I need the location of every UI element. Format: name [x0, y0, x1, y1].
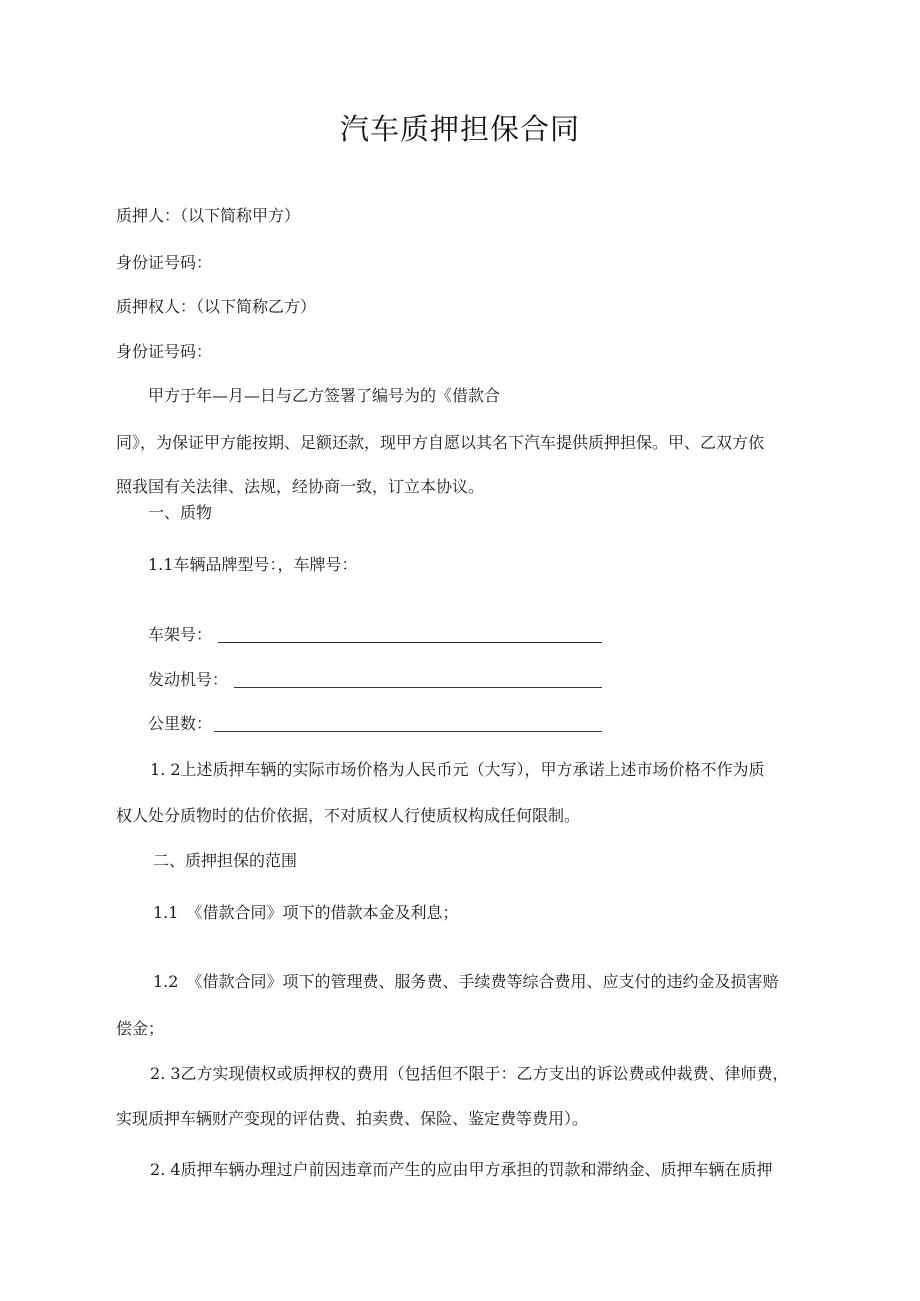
- item-2-3-line-1: 2. 3乙方实现债权或质押权的费用（包括但不限于：乙方支出的诉讼费或仲裁费、律师费，: [150, 1064, 789, 1083]
- section-2-heading: 二、质押担保的范围: [153, 851, 298, 870]
- frame-number-underline: [218, 642, 602, 643]
- item-1-2-line-2: 权人处分质物时的估价依据，不对质权人行使质权构成任何限制。: [116, 806, 581, 825]
- pledgor-line: 质押人：（以下简称甲方）: [116, 206, 301, 225]
- frame-number-field: [148, 625, 602, 645]
- frame-number-label: 车架号：: [148, 625, 213, 644]
- pledgor-id-line: 身份证号码：: [116, 253, 213, 272]
- pledgee-line: 质押权人：（以下简称乙方）: [116, 297, 317, 316]
- intro-line-2: 同》，为保证甲方能按期、足额还款，现甲方自愿以其名下汽车提供质押担保。甲、乙双方依: [116, 433, 765, 452]
- intro-line-1: 甲方于年—月—日与乙方签署了编号为的《借款合: [148, 386, 501, 405]
- item-2-3-line-2: 实现质押车辆财产变现的评估费、拍卖费、保险、鉴定费等费用）。: [116, 1109, 589, 1128]
- intro-line-3: 照我国有关法律、法规，经协商一致，订立本协议。: [116, 477, 485, 496]
- item-2-1-2-line-1: 1.2 《借款合同》项下的管理费、服务费、手续费等综合费用、应支付的违约金及损害赔: [153, 972, 779, 991]
- pledgee-id-line: 身份证号码：: [116, 342, 213, 361]
- mileage-underline: [214, 731, 602, 732]
- engine-number-underline: [234, 687, 602, 688]
- mileage-label: 公里数：: [148, 714, 213, 733]
- engine-number-label: 发动机号：: [148, 670, 229, 689]
- contract-title: 汽车质押担保合同: [339, 112, 580, 146]
- item-1-1-vehicle: 1.1车辆品牌型号：，车牌号：: [148, 555, 358, 574]
- item-2-4-line-1: 2. 4质押车辆办理过户前因违章而产生的应由甲方承担的罚款和滞纳金、质押车辆在质押: [150, 1160, 773, 1179]
- item-1-2-line-1: 1. 2上述质押车辆的实际市场价格为人民币元（大写），甲方承诺上述市场价格不作为质: [150, 760, 765, 779]
- mileage-field: [148, 714, 602, 734]
- section-1-heading: 一、质物: [148, 503, 213, 522]
- item-2-1-2-line-2: 偿金；: [116, 1019, 165, 1038]
- item-2-1-1: 1.1 《借款合同》项下的借款本金及利息；: [153, 903, 459, 922]
- engine-number-field: [148, 670, 602, 690]
